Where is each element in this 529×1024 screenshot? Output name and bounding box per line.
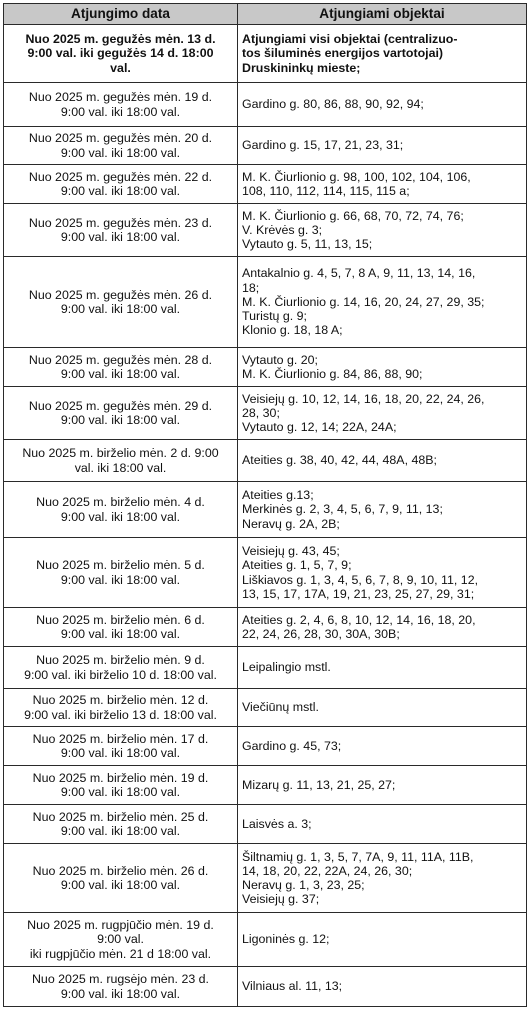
date-line: 9:00 val. iki 18:00 val. [60, 785, 181, 799]
date-line: Nuo 2025 m. birželio mėn. 19 d. [32, 770, 209, 785]
outage-objects-cell [238, 766, 527, 805]
column-header-date: Atjungimo data [4, 4, 238, 25]
outage-date-cell [4, 689, 238, 727]
date-line: 9:00 val. iki 18:00 val. [60, 572, 181, 587]
outage-objects-cell [238, 689, 527, 727]
date-line: Nuo 2025 m. birželio mėn. 4 d. [36, 495, 205, 510]
outage-objects-cell [238, 967, 527, 1007]
date-line: 9:00 val. iki 18:00 val. [60, 302, 181, 316]
object-line: Antakalnio g. 4, 5, 7, 8 A, 9, 11, 13, 14, 16, [242, 266, 476, 281]
date-line: 9:00 val. iki 18:00 val. [60, 104, 181, 119]
outage-objects-cell [238, 257, 527, 348]
object-line: Ateities g. 2, 4, 6, 8, 10, 12, 14, 16, 18, 20, [242, 612, 476, 627]
date-line: Nuo 2025 m. birželio mėn. 12 d. [32, 693, 209, 708]
outage-date-cell [4, 348, 238, 387]
object-line: 22, 24, 26, 28, 30, 30A, 30B; [242, 627, 400, 641]
date-line: 9:00 val. iki 18:00 val. [60, 746, 181, 760]
date-line: Nuo 2025 m. gegužės mėn. 20 d. [28, 131, 213, 146]
outage-date-cell [4, 25, 238, 83]
object-line: Vytauto g. 20; [242, 352, 319, 367]
table-body [4, 25, 527, 1007]
object-line: M. K. Čiurlionio g. 84, 86, 88, 90; [242, 367, 423, 381]
object-line: Ateities g. 1, 5, 7, 9; [242, 558, 352, 573]
table-row [4, 348, 527, 387]
table-row [4, 25, 527, 83]
object-line: M. K. Čiurlionio g. 14, 16, 20, 24, 27, 29, 35; [242, 294, 485, 309]
date-line: 9:00 val. iki 18:00 val. [60, 878, 181, 892]
outage-objects-cell [238, 482, 527, 538]
outage-objects-cell [238, 204, 527, 257]
outage-table [3, 3, 527, 1007]
table-row [4, 608, 527, 647]
date-line: val. iki 18:00 val. [74, 460, 167, 475]
outage-objects-cell [238, 440, 527, 482]
date-line: Nuo 2025 m. gegužės mėn. 13 d. [25, 32, 216, 47]
date-line: 9:00 val. iki birželio 10 d. 18:00 val. [24, 667, 217, 682]
date-line: 9:00 val. iki 18:00 val. [60, 184, 181, 198]
outage-date-cell [4, 844, 238, 913]
outage-date-cell [4, 805, 238, 844]
object-line: V. Krėvės g. 3; [242, 222, 323, 237]
object-line: tos šiluminės energijos vartotojai) [242, 46, 444, 61]
object-line: Ateities g.13; [242, 488, 314, 503]
date-line: 9:00 val. iki 18:00 val. [60, 230, 181, 244]
table-row [4, 727, 527, 766]
object-line: Laisvės a. 3; [242, 816, 312, 831]
outage-objects-cell [238, 387, 527, 440]
outage-objects-cell [238, 127, 527, 165]
table-row [4, 440, 527, 482]
date-line: 9:00 val. iki 18:00 val. [60, 824, 181, 838]
object-line: Merkinės g. 2, 3, 4, 5, 6, 7, 9, 11, 13; [242, 502, 443, 517]
outage-date-cell [4, 647, 238, 689]
date-line: 9:00 val. iki 18:00 val. [60, 413, 181, 427]
object-line: Turistų g. 9; [242, 309, 307, 324]
column-header-objects: Atjungiami objektai [238, 4, 527, 25]
date-line: Nuo 2025 m. gegužės mėn. 22 d. [28, 169, 213, 184]
outage-date-cell [4, 913, 238, 967]
date-line: val. [110, 60, 131, 75]
date-line: 9:00 val. iki 18:00 val. [60, 627, 181, 641]
outage-date-cell [4, 766, 238, 805]
date-line: Nuo 2025 m. birželio mėn. 5 d. [36, 558, 205, 573]
date-line: 9:00 val. iki gegužės 14 d. 18:00 [27, 46, 214, 61]
object-line: Liškiavos g. 1, 3, 4, 5, 6, 7, 8, 9, 10, 11, 12, [242, 572, 479, 587]
outage-objects-cell [238, 844, 527, 913]
outage-objects-cell [238, 83, 527, 127]
outage-date-cell [4, 204, 238, 257]
object-line: 28, 30; [242, 405, 280, 420]
object-line: Gardino g. 45, 73; [242, 738, 342, 753]
table-row [4, 967, 527, 1007]
object-line: Neravų g. 2A, 2B; [242, 516, 340, 531]
object-line: Veisiejų g. 10, 12, 14, 16, 18, 20, 22, 24, 26, [242, 391, 485, 406]
date-line: Nuo 2025 m. gegužės mėn. 26 d. [28, 287, 213, 302]
date-line: Nuo 2025 m. birželio mėn. 9 d. [36, 653, 205, 668]
outage-objects-cell [238, 538, 527, 608]
date-line: 9:00 val. iki 18:00 val. [60, 986, 181, 1001]
outage-date-cell [4, 482, 238, 538]
table-row [4, 538, 527, 608]
outage-schedule [3, 3, 526, 1007]
outage-objects-cell [238, 913, 527, 967]
table-row [4, 482, 527, 538]
outage-date-cell [4, 387, 238, 440]
date-line: Nuo 2025 m. birželio mėn. 2 d. 9:00 [22, 446, 219, 461]
object-line: Druskininkų mieste; [242, 60, 361, 75]
date-line: iki rugpjūčio mėn. 21 d 18:00 val. [29, 946, 212, 961]
date-line: Nuo 2025 m. rugsėjo mėn. 23 d. [31, 972, 209, 987]
object-line: Klonio g. 18, 18 A; [242, 323, 343, 338]
outage-date-cell [4, 257, 238, 348]
object-line: Ateities g. 38, 40, 42, 44, 48A, 48B; [242, 453, 437, 468]
outage-objects-cell [238, 25, 527, 83]
date-line: Nuo 2025 m. birželio mėn. 25 d. [32, 809, 209, 824]
outage-date-cell [4, 967, 238, 1007]
object-line: Šiltnamių g. 1, 3, 5, 7, 7A, 9, 11, 11A, 11B, [242, 849, 474, 864]
table-row [4, 805, 527, 844]
outage-objects-cell [238, 647, 527, 689]
object-line: Gardino g. 80, 86, 88, 90, 92, 94; [242, 97, 424, 112]
date-line: Nuo 2025 m. gegužės mėn. 28 d. [28, 352, 213, 367]
date-line: Nuo 2025 m. birželio mėn. 6 d. [36, 612, 205, 627]
object-line: Ligoninės g. 12; [242, 932, 330, 947]
date-line: 9:00 val. [97, 932, 144, 947]
object-line: Leipalingio mstl. [242, 660, 331, 675]
object-line: M. K. Čiurlionio g. 98, 100, 102, 104, 106, [242, 169, 471, 184]
date-line: 9:00 val. iki birželio 13 d. 18:00 val. [24, 707, 217, 722]
object-line: 14, 18, 20, 22, 22A, 24, 26, 30; [242, 863, 413, 878]
date-line: Nuo 2025 m. gegužės mėn. 23 d. [28, 215, 213, 230]
object-line: Viečiūnų mstl. [242, 700, 319, 715]
object-line: 13, 15, 17, 17A, 19, 21, 23, 25, 27, 29, 31; [242, 586, 475, 601]
date-line: Nuo 2025 m. gegužės mėn. 19 d. [28, 90, 213, 105]
outage-date-cell [4, 440, 238, 482]
object-line: Vytauto g. 5, 11, 13, 15; [242, 237, 373, 252]
object-line: Atjungiami visi objektai (centralizuo- [242, 32, 458, 47]
date-line: 9:00 val. iki 18:00 val. [60, 145, 181, 160]
outage-date-cell [4, 608, 238, 647]
object-line: Gardino g. 15, 17, 21, 23, 31; [242, 138, 404, 153]
object-line: Neravų g. 1, 3, 23, 25; [242, 878, 365, 892]
object-line: 108, 110, 112, 114, 115, 115 a; [242, 184, 410, 198]
outage-objects-cell [238, 348, 527, 387]
table-row [4, 766, 527, 805]
table-row [4, 204, 527, 257]
outage-date-cell [4, 165, 238, 204]
table-row [4, 387, 527, 440]
object-line: M. K. Čiurlionio g. 66, 68, 70, 72, 74, 76; [242, 208, 464, 223]
outage-date-cell [4, 538, 238, 608]
date-line: Nuo 2025 m. birželio mėn. 17 d. [32, 731, 209, 746]
outage-objects-cell [238, 805, 527, 844]
table-row [4, 257, 527, 348]
date-line: Nuo 2025 m. gegužės mėn. 29 d. [28, 398, 213, 413]
table-header-row [4, 4, 527, 25]
object-line: Mizarų g. 11, 13, 21, 25, 27; [242, 777, 396, 792]
object-line: Vytauto g. 12, 14; 22A, 24A; [242, 420, 397, 435]
outage-date-cell [4, 83, 238, 127]
date-line: Nuo 2025 m. rugpjūčio mėn. 19 d. [27, 918, 214, 933]
table-row [4, 83, 527, 127]
table-row [4, 127, 527, 165]
table-row [4, 647, 527, 689]
date-line: 9:00 val. iki 18:00 val. [60, 367, 181, 381]
object-line: Veisiejų g. 43, 45; [242, 544, 340, 559]
date-line: Nuo 2025 m. birželio mėn. 26 d. [32, 863, 209, 878]
table-row [4, 689, 527, 727]
outage-objects-cell [238, 165, 527, 204]
object-line: Vilniaus al. 11, 13; [242, 979, 343, 994]
table-row [4, 844, 527, 913]
object-line: 18; [242, 280, 260, 295]
table-row [4, 165, 527, 204]
outage-objects-cell [238, 608, 527, 647]
object-line: Veisiejų g. 37; [242, 892, 320, 907]
outage-date-cell [4, 727, 238, 766]
table-row [4, 913, 527, 967]
outage-objects-cell [238, 727, 527, 766]
outage-date-cell [4, 127, 238, 165]
date-line: 9:00 val. iki 18:00 val. [60, 509, 181, 524]
